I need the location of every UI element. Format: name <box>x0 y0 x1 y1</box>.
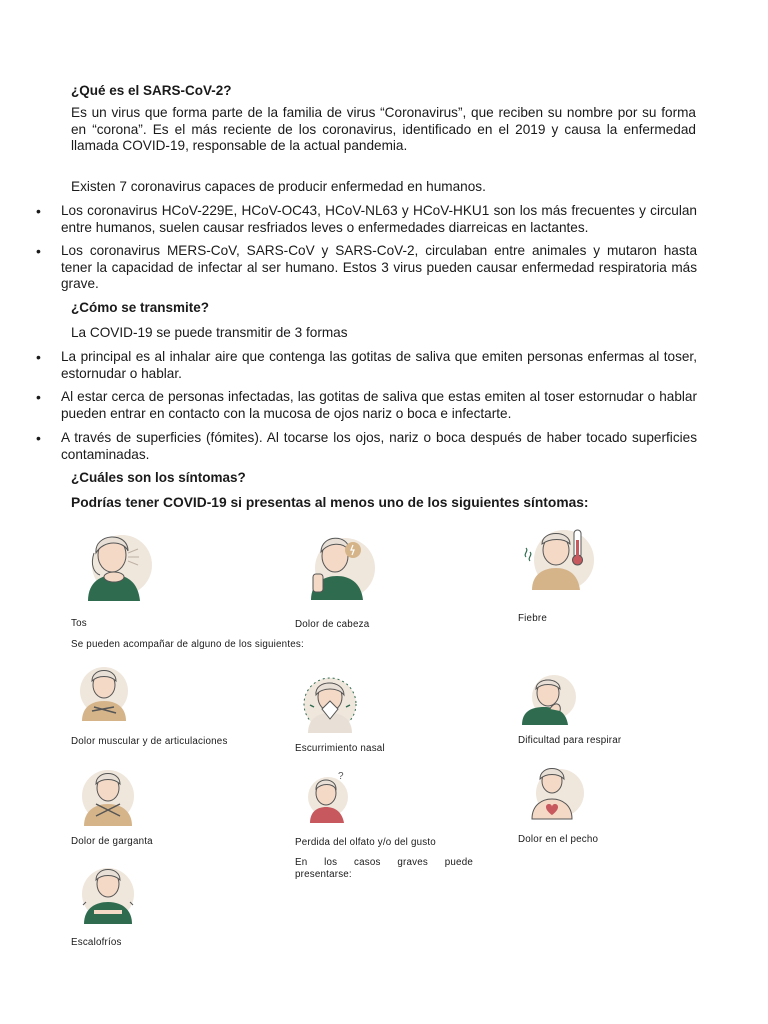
cough-person-icon <box>80 525 152 601</box>
label-dolor-cabeza: Dolor de cabeza <box>295 619 370 630</box>
heading-sintomas: ¿Cuáles son los síntomas? <box>71 470 246 485</box>
heading-podrias-tener: Podrías tener COVID-19 si presentas al menos uno de los siguientes síntomas: <box>71 495 589 510</box>
heading-transmision: ¿Cómo se transmite? <box>71 300 210 315</box>
label-casos-graves: En los casos graves puede presentarse: <box>295 857 473 880</box>
bullet-text-inhalar: La principal es al inhalar aire que contenga las gotitas de saliva que emiten personas enfermas al toser, estornudar o hablar. <box>61 349 697 381</box>
svg-text:?: ? <box>338 771 344 782</box>
paragraph-definicion: Es un virus que forma parte de la familia de virus “Coronavirus”, que reciben su nombre por su forma en “corona”. Es el más reciente de los coronavirus, identificado en el 2019 y causa la enfermedad llamada COVID-19, responsable de la actual pandemia. <box>71 105 696 153</box>
label-escalofrios: Escalofríos <box>71 937 122 948</box>
label-se-pueden-acompanar: Se pueden acompañar de alguno de los siguientes: <box>71 639 304 650</box>
label-perdida-olfato: Perdida del olfato y/o del gusto <box>295 837 436 848</box>
sore-throat-person-icon <box>80 766 136 826</box>
label-dolor-pecho: Dolor en el pecho <box>518 834 599 845</box>
label-tos: Tos <box>71 618 87 629</box>
paragraph-tres-formas: La COVID-19 se puede transmitir de 3 formas <box>71 325 348 340</box>
bullet-text-cerca: Al estar cerca de personas infectadas, las gotitas de saliva que estas emiten al toser estornudar o hablar pueden entrar en contacto con la mucosa de ojos nariz o boca e infectarte. <box>61 389 697 421</box>
label-fiebre: Fiebre <box>518 613 547 624</box>
label-dolor-garganta: Dolor de garganta <box>71 836 153 847</box>
bullet-icon: • <box>36 349 41 365</box>
label-dolor-muscular: Dolor muscular y de articulaciones <box>71 736 228 747</box>
heading-que-es: ¿Qué es el SARS-CoV-2? <box>71 83 232 98</box>
breathing-difficulty-person-icon <box>520 673 580 725</box>
bullet-text-graves: Los coronavirus MERS-CoV, SARS-CoV y SARS-CoV-2, circulaban entre animales y mutaron hasta tener la capacidad de infectar al ser humano. Estos 3 virus pueden causar enfermedad respiratoria más grave. <box>61 243 697 291</box>
label-escurrimiento-nasal: Escurrimiento nasal <box>295 743 385 754</box>
bullet-text-superficies: A través de superficies (fómites). Al tocarse los ojos, nariz o boca después de haber tocado superficies contaminadas. <box>61 430 697 462</box>
headache-person-icon <box>305 528 377 600</box>
bullet-icon: • <box>36 243 41 259</box>
bullet-icon: • <box>36 203 41 219</box>
bullet-icon: • <box>36 389 41 405</box>
chest-pain-person-icon <box>528 763 584 821</box>
label-dificultad-respirar: Dificultad para respirar <box>518 735 622 746</box>
loss-of-smell-person-icon <box>306 767 352 823</box>
chills-person-icon <box>80 862 136 924</box>
runny-nose-person-icon <box>300 675 360 733</box>
fever-person-icon <box>520 522 596 594</box>
muscle-pain-person-icon <box>78 663 130 723</box>
bullet-text-frecuentes: Los coronavirus HCoV-229E, HCoV-OC43, HCoV-NL63 y HCoV-HKU1 son los más frecuentes y circulan entre humanos, suelen causar resfriados leves o enfermedades diarreicas en lactantes. <box>61 203 697 235</box>
bullet-icon: • <box>36 430 41 446</box>
paragraph-siete-coronavirus: Existen 7 coronavirus capaces de producir enfermedad en humanos. <box>71 179 486 194</box>
